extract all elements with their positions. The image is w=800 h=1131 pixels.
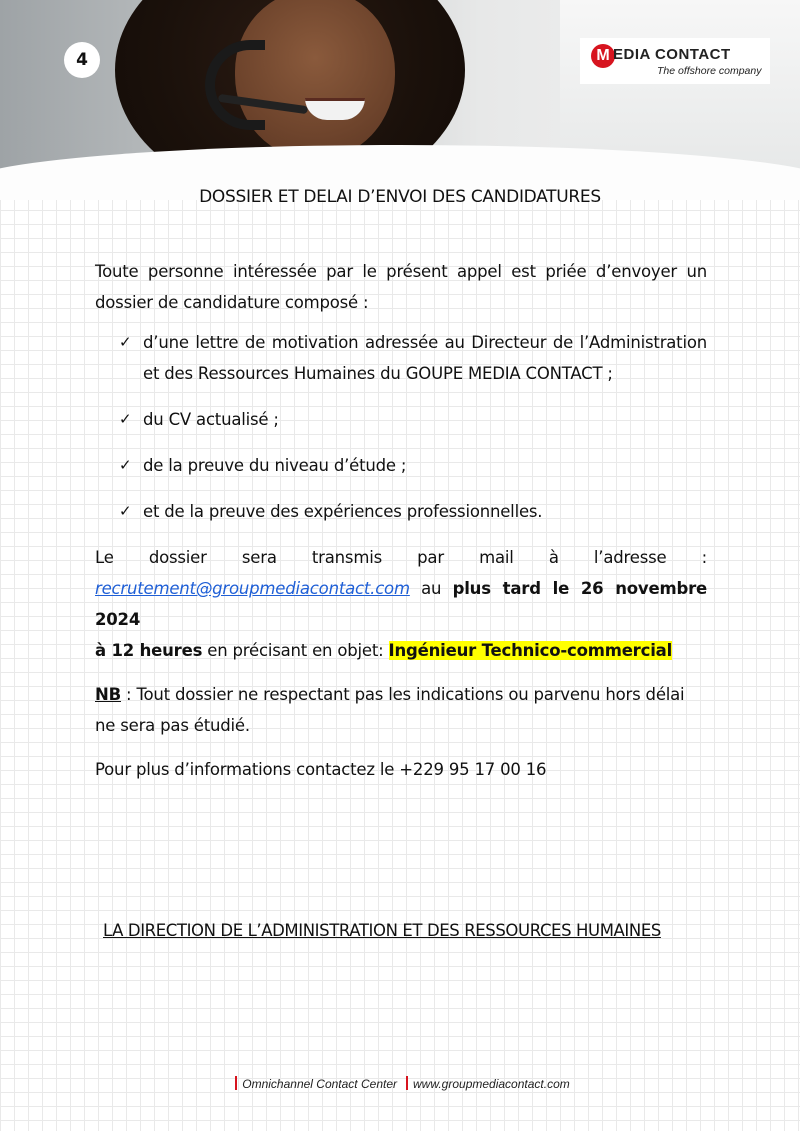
submission-connector: au bbox=[409, 579, 453, 598]
signature-line: LA DIRECTION DE L’ADMINISTRATION ET DES RESSOURCES HUMAINES bbox=[103, 921, 661, 940]
page-footer bbox=[0, 1076, 800, 1091]
list-item-text: et des Ressources Humaines du GOUPE MEDIA CONTACT ; bbox=[143, 364, 613, 383]
submission-line-3 bbox=[95, 635, 707, 666]
requirements-list bbox=[95, 327, 707, 527]
intro-line-2: dossier de candidature composé : bbox=[95, 293, 369, 312]
list-item-text: d’une lettre de motivation adressée au Directeur de l’Administration bbox=[143, 333, 707, 352]
deadline-time: à 12 heures bbox=[95, 641, 203, 660]
page-number-badge bbox=[64, 42, 100, 78]
job-title-highlight: Ingénieur Technico-commercial bbox=[388, 641, 673, 660]
checkmark-icon: ✓ bbox=[119, 410, 132, 428]
list-item bbox=[95, 496, 707, 527]
nb-label: NB bbox=[95, 685, 121, 704]
main-content bbox=[95, 256, 707, 785]
logo-letter: M bbox=[596, 47, 610, 64]
list-item bbox=[95, 450, 707, 481]
page-number: 4 bbox=[76, 50, 88, 70]
deadline-date: plus tard le 26 novembre 2024 bbox=[95, 579, 707, 629]
nb-text-continued: ne sera pas étudié. bbox=[95, 716, 250, 735]
checkmark-icon: ✓ bbox=[119, 333, 132, 351]
logo-m-circle bbox=[591, 44, 615, 68]
intro-line-1: Toute personne intéressée par le présent appel est priée d’envoyer un bbox=[95, 262, 707, 281]
list-item-text: de la preuve du niveau d’étude ; bbox=[143, 456, 407, 475]
contact-info: Pour plus d’informations contactez le +229 95 17 00 16 bbox=[95, 760, 547, 779]
section-title: DOSSIER ET DELAI D’ENVOI DES CANDIDATURES bbox=[199, 187, 601, 207]
footer-divider bbox=[235, 1076, 237, 1090]
footer-tagline: Omnichannel Contact Center bbox=[242, 1077, 397, 1091]
submission-line-2 bbox=[95, 573, 707, 635]
list-item bbox=[95, 404, 707, 435]
header-photo bbox=[0, 0, 800, 200]
logo-brand-text: EDIA CONTACT bbox=[613, 46, 731, 63]
list-item-text: du CV actualisé ; bbox=[143, 410, 279, 429]
submission-line-1: Le dossier sera transmis par mail à l’adresse : bbox=[95, 548, 707, 567]
footer-website-link[interactable]: www.groupmediacontact.com bbox=[413, 1077, 570, 1091]
footer-divider bbox=[406, 1076, 408, 1090]
email-link[interactable]: recrutement@groupmediacontact.com bbox=[95, 579, 410, 598]
checkmark-icon: ✓ bbox=[119, 456, 132, 474]
subject-prefix: en précisant en objet: bbox=[202, 641, 389, 660]
logo-tagline: The offshore company bbox=[657, 65, 762, 77]
nb-text: : Tout dossier ne respectant pas les indications ou parvenu hors délai bbox=[121, 685, 685, 704]
list-item-text: et de la preuve des expériences professionnelles. bbox=[143, 502, 543, 521]
media-contact-logo bbox=[580, 38, 770, 84]
list-item bbox=[95, 327, 707, 389]
checkmark-icon: ✓ bbox=[119, 502, 132, 520]
nb-paragraph bbox=[95, 679, 707, 741]
